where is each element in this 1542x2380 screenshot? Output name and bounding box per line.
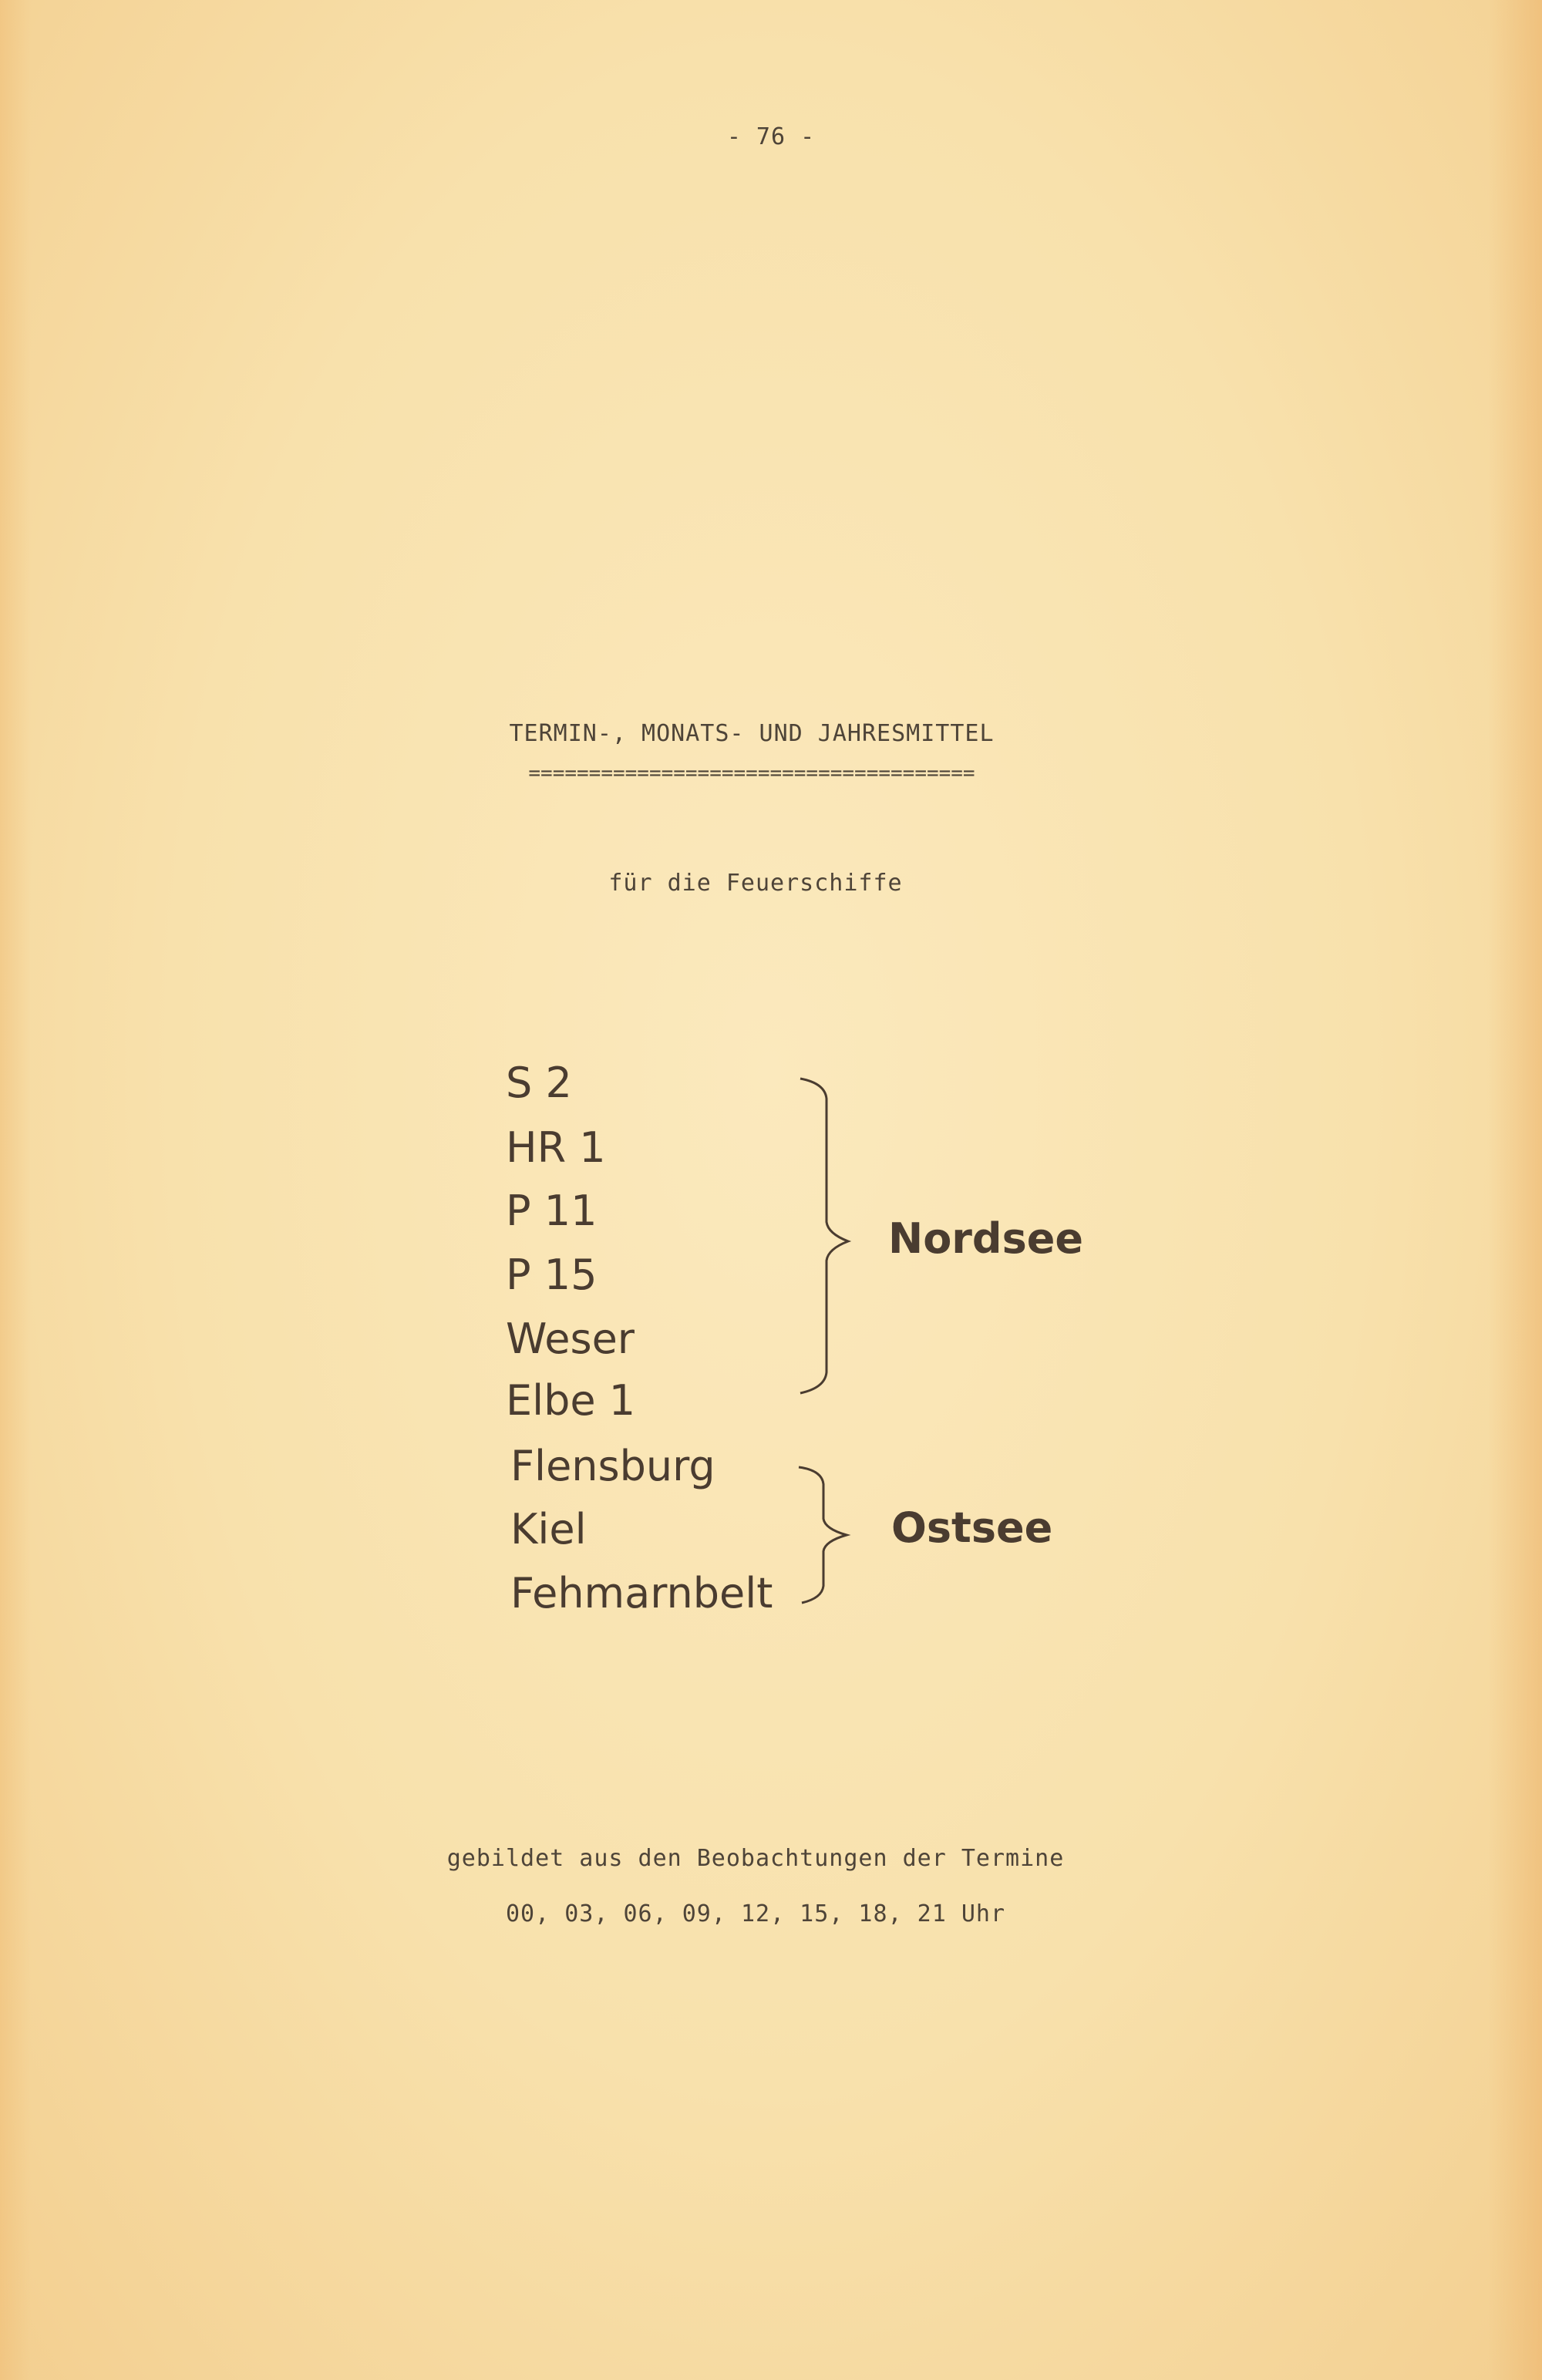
nordsee-brace — [794, 1076, 871, 1399]
paper-edge-left — [0, 0, 31, 2380]
station-kiel: Kiel — [510, 1505, 587, 1554]
station-elbe1: Elbe 1 — [506, 1376, 636, 1425]
region-label-ostsee: Ostsee — [891, 1503, 1053, 1552]
ostsee-brace — [794, 1461, 871, 1607]
station-p15: P 15 — [506, 1251, 598, 1299]
subtitle: für die Feuerschiffe — [608, 870, 903, 897]
title-underline: ===================================== — [528, 762, 975, 785]
station-flensburg: Flensburg — [510, 1442, 715, 1490]
footer-note: gebildet aus den Beobachtungen der Termine — [446, 1845, 1065, 1872]
station-weser: Weser — [506, 1315, 635, 1363]
region-label-nordsee: Nordsee — [888, 1214, 1083, 1263]
paper-edge-right — [1488, 0, 1542, 2380]
observation-times: 00, 03, 06, 09, 12, 15, 18, 21 Uhr — [505, 1900, 1006, 1927]
station-hr1: HR 1 — [506, 1123, 606, 1172]
station-p11: P 11 — [506, 1187, 598, 1235]
page-title: TERMIN-, MONATS- UND JAHRESMITTEL — [509, 720, 995, 747]
station-s2: S 2 — [506, 1059, 572, 1107]
station-fehmarnbelt: Fehmarnbelt — [510, 1569, 773, 1618]
page-number: - 76 - — [726, 123, 816, 150]
